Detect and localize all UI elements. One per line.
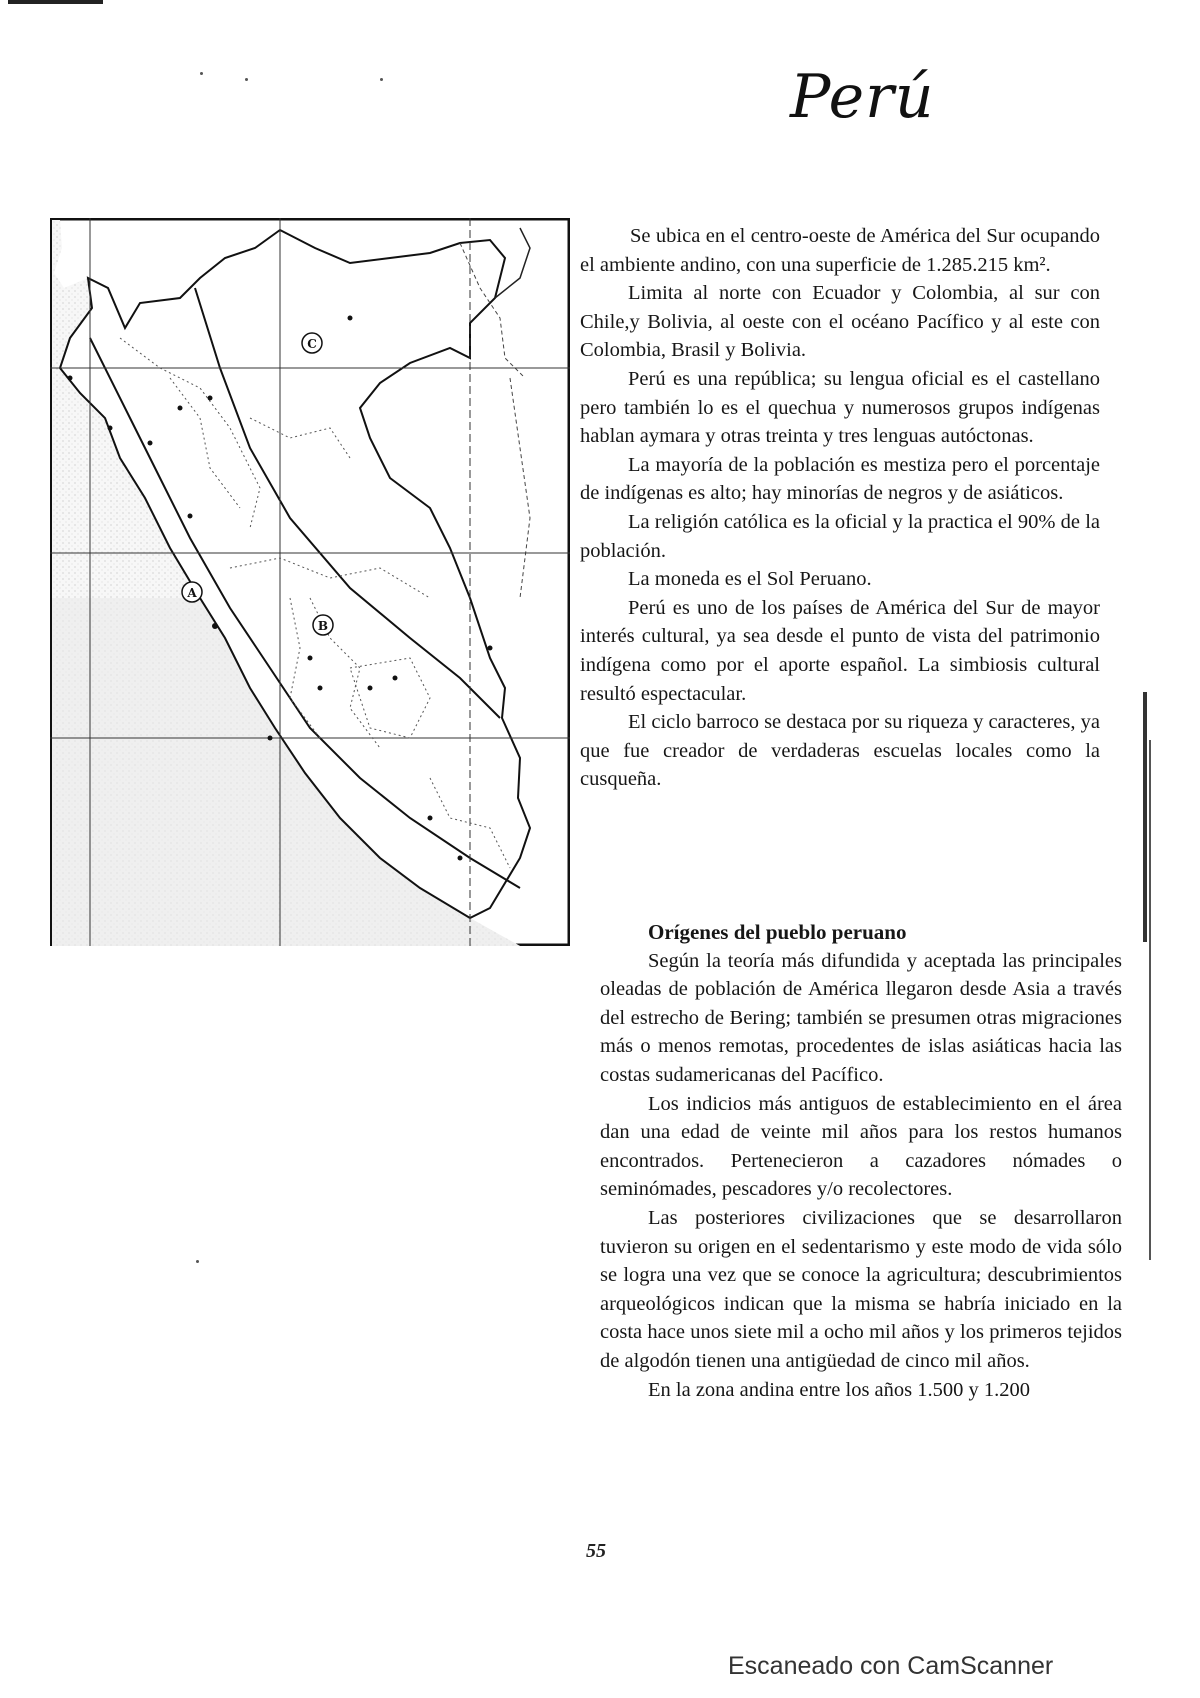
- paragraph-location: Se ubica en el centro-oeste de América del Sur ocupando el ambiente andino, con una superficie de 1.285.215 km².: [580, 225, 1100, 276]
- paragraph-agriculture: Las posteriores civilizaciones que se desarrollaron tuvieron su origen en el sedentarismo y este modo de vida sólo se logra una vez que se conoce la agricultura; descubrimientos arqueológicos indican que la misma se habría iniciado en la costa hace unos siete mil a ocho mil años y los primeros tejidos de algodón tienen una antigüedad de cinco mil años.: [600, 1206, 1122, 1372]
- scan-speck: [200, 72, 203, 75]
- scan-margin-line: [1149, 740, 1151, 1260]
- camscanner-watermark: Escaneado con CamScanner: [728, 1652, 1054, 1680]
- scan-edge-mark: [8, 0, 103, 4]
- marker-a-label: A: [187, 586, 197, 600]
- paragraph-culture: Perú es uno de los países de América del Sur de mayor interés cultural, ya sea desde el punto de vista del patrimonio indígena como por el aporte español. La simbiosis cultural resultó espectacular.: [580, 596, 1100, 705]
- paragraph-religion: La religión católica es la oficial y la practica el 90% de la población.: [580, 510, 1100, 562]
- paragraph-population: La mayoría de la población es mestiza pero el porcentaje de indígenas es alto; hay minorías de negros y de asiáticos.: [580, 453, 1100, 505]
- scan-speck: [380, 78, 383, 81]
- marker-c: [302, 333, 322, 353]
- peru-map: [50, 218, 570, 946]
- paragraph-currency: La moneda es el Sol Peruano.: [628, 568, 872, 591]
- section-heading: Orígenes del pueblo peruano: [648, 920, 907, 944]
- marker-c-label: C: [307, 337, 317, 351]
- paragraph-language: Perú es una república; su lengua oficial es el castellano pero también lo es el quechua y numerosos grupos indígenas hablan aymara y otras treinta y tres lenguas autóctonas.: [580, 367, 1100, 448]
- paragraph-borders: Limita al norte con Ecuador y Colombia, al sur con Chile,y Bolivia, al oeste con el océano Pacífico y al este con Colombia, Brasil y Bolivia.: [580, 282, 1100, 362]
- page-title: Perú: [790, 62, 935, 132]
- intro-column: [580, 222, 1100, 794]
- paragraph-baroque: El ciclo barroco se destaca por su riqueza y caracteres, ya que fue creador de verdaderas escuelas locales como la cusqueña.: [580, 711, 1100, 791]
- scan-speck: [196, 1260, 199, 1263]
- peru-map-figure: [50, 218, 570, 946]
- scan-speck: [245, 78, 248, 81]
- marker-b: [313, 615, 333, 635]
- marker-a: [182, 582, 202, 602]
- marker-b-label: B: [317, 619, 329, 633]
- paragraph-bering: Según la teoría más difundida y aceptada las principales oleadas de población de América llegaron desde Asia a través del estrecho de Bering; también se presumen otras migraciones más o menos remotas, procedentes de islas asiáticas hacia las costas sudamericanas del Pacífico.: [600, 949, 1122, 1086]
- paragraph-evidence: Los indicios más antiguos de establecimiento en el área dan una edad de veinte mil años para los restos humanos encontrados. Pertenecieron a cazadores nómades o seminómades, pescadores y/o recolectores.: [600, 1092, 1122, 1201]
- paragraph-andean-zone: En la zona andina entre los años 1.500 y 1.200: [648, 1378, 1031, 1401]
- page-number: 55: [586, 1540, 606, 1562]
- origins-column: [600, 918, 1122, 1404]
- scan-margin-bar: [1143, 692, 1147, 942]
